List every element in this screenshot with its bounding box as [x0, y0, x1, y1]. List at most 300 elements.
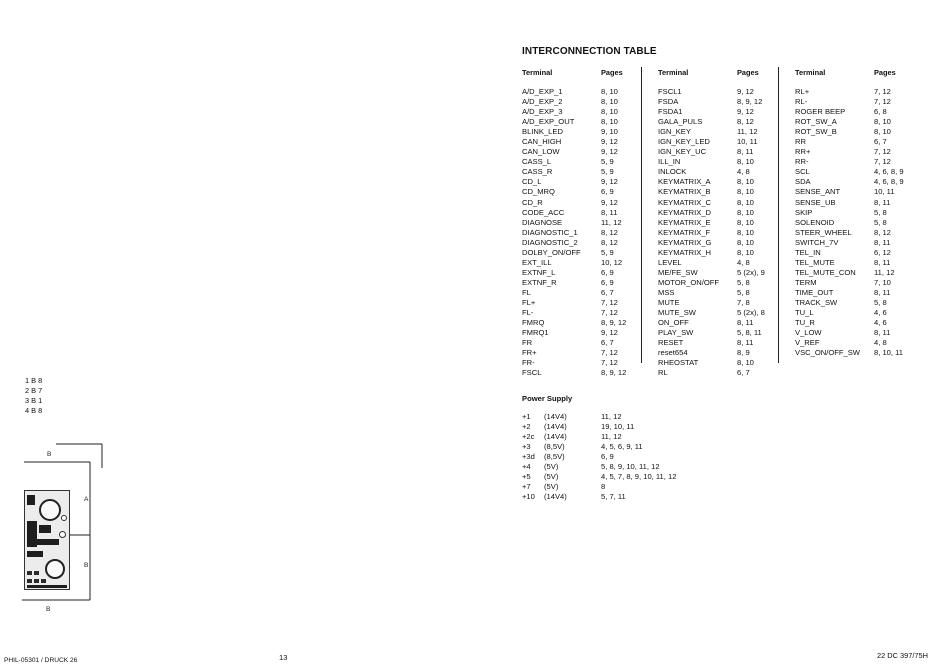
table-row [658, 368, 776, 378]
table-row [522, 198, 640, 208]
terminal-name: FMRQ [522, 318, 545, 328]
terminal-name: KEYMATRIX_C [658, 197, 712, 207]
terminal-name: CD_L [522, 177, 542, 187]
table-row [522, 187, 640, 197]
supply-rail: +1 [522, 412, 531, 421]
supply-rail: +4 [522, 462, 531, 472]
table-row [658, 97, 776, 107]
pages-value: 7, 12 [601, 348, 618, 358]
terminal-name: EXT_ILL [522, 257, 552, 267]
table-row [522, 358, 640, 368]
pages-value: 4, 8 [737, 257, 750, 267]
pages-value: 11, 12 [874, 267, 895, 277]
table-row [795, 308, 935, 318]
terminal-name: A/D_EXP_OUT [522, 117, 575, 127]
pages-value: 7, 12 [874, 87, 891, 96]
table-row [658, 117, 776, 127]
table-row [658, 318, 776, 328]
pages-value: 7, 12 [874, 147, 891, 157]
footer-print-code: PHIL-05301 / DRUCK 26 [4, 657, 78, 664]
terminal-name: STEER_WHEEL [795, 227, 852, 237]
power-supply-row [522, 482, 722, 492]
pages-value: 6, 8 [874, 107, 887, 117]
table-row [795, 187, 935, 197]
footer-page-number: 13 [279, 653, 288, 662]
supply-pages: 6, 9 [601, 452, 614, 462]
terminal-name: RL+ [795, 87, 810, 96]
terminal-name: RR+ [795, 147, 811, 157]
supply-voltage: (8,5V) [544, 452, 565, 462]
power-supply-row [522, 472, 722, 482]
table-row [522, 97, 640, 107]
table-row [795, 97, 935, 107]
terminal-name: TEL_MUTE_CON [795, 267, 856, 277]
supply-pages: 11, 12 [601, 412, 622, 421]
pages-value: 10, 12 [601, 257, 623, 267]
terminal-name: FSDA1 [658, 107, 683, 117]
pages-value: 8, 10 [737, 217, 754, 227]
pages-value: 8, 10 [737, 207, 754, 217]
table-row [522, 278, 640, 288]
terminal-name: SWITCH_7V [795, 237, 839, 247]
pages-value: 9, 12 [601, 197, 618, 207]
column-header-terminal-1: Terminal [522, 68, 553, 77]
table-row [658, 338, 776, 348]
terminal-name: RL [658, 368, 668, 378]
table-row [522, 368, 640, 378]
terminal-name: TIME_OUT [795, 287, 834, 297]
terminal-name: CD_R [522, 197, 543, 207]
pages-value: 8, 10 [737, 197, 754, 207]
column-divider-2 [778, 67, 779, 363]
drawing-label-side-b: B [84, 562, 89, 569]
supply-pages: 4, 5, 7, 8, 9, 10, 11, 12 [601, 472, 677, 482]
table-row [658, 258, 776, 268]
table-row [522, 208, 640, 218]
terminal-name: FSCL [522, 368, 542, 378]
terminal-name: IGN_KEY_LED [658, 137, 710, 147]
column-header-pages-2: Pages [737, 68, 759, 77]
pages-value: 5, 8 [874, 207, 887, 217]
table-row [795, 127, 935, 137]
pages-value: 6, 9 [601, 277, 614, 287]
pages-value: 8, 9, 12 [601, 318, 627, 328]
table-row [795, 218, 935, 228]
drawing-label-side-a: A [84, 496, 89, 503]
terminal-name: FR- [522, 358, 535, 368]
pages-value: 4, 8 [874, 338, 887, 348]
terminal-name: RESET [658, 338, 684, 348]
power-supply-row [522, 492, 722, 502]
table-row [658, 348, 776, 358]
pages-value: 5, 9 [601, 247, 614, 257]
table-row [795, 278, 935, 288]
power-supply-row [522, 422, 722, 432]
supply-rail: +3 [522, 442, 531, 452]
pages-value: 9, 12 [601, 328, 618, 338]
pages-value: 6, 9 [601, 267, 614, 277]
table-row [658, 177, 776, 187]
terminal-name: MOTOR_ON/OFF [658, 277, 720, 287]
terminal-name: TRACK_SW [795, 297, 838, 307]
terminal-name: DIAGNOSTIC_1 [522, 227, 578, 237]
terminal-name: RR [795, 137, 806, 147]
terminal-name: CODE_ACC [522, 207, 565, 217]
pages-value: 6, 9 [601, 187, 614, 197]
table-row [795, 177, 935, 187]
terminal-name: DIAGNOSE [522, 217, 563, 227]
supply-rail: +2c [522, 432, 535, 442]
terminal-name: CAN_HIGH [522, 137, 562, 147]
pages-value: 8, 10 [874, 117, 891, 127]
pages-value: 9, 10 [601, 127, 618, 137]
terminal-name: SCL [795, 167, 810, 177]
table-row [658, 248, 776, 258]
table-row [795, 117, 935, 127]
pages-value: 8, 12 [737, 117, 754, 127]
pages-value: 5, 9 [601, 157, 614, 167]
terminal-name: TU_L [795, 308, 814, 318]
table-row [795, 328, 935, 338]
pages-value: 5, 8, 11 [737, 328, 762, 338]
power-supply-title: Power Supply [522, 394, 573, 403]
terminal-name: CASS_R [522, 167, 553, 177]
pages-value: 7, 10 [874, 277, 891, 287]
pages-value: 6, 7 [601, 287, 614, 297]
pages-value: 8, 10 [601, 87, 618, 96]
table-row [795, 167, 935, 177]
terminal-name: ON_OFF [658, 318, 689, 328]
power-supply-row [522, 462, 722, 472]
supply-pages: 8 [601, 482, 606, 492]
terminal-name: MUTE [658, 297, 680, 307]
pages-value: 7, 12 [601, 308, 618, 318]
terminal-name: SENSE_ANT [795, 187, 841, 197]
pages-value: 8, 10 [601, 107, 618, 117]
power-supply-row [522, 412, 722, 422]
table-row [522, 328, 640, 338]
terminal-name: KEYMATRIX_B [658, 187, 711, 197]
terminal-name: EXTNF_L [522, 267, 556, 277]
terminal-name: TEL_MUTE [795, 257, 835, 267]
table-row [658, 228, 776, 238]
power-supply-row [522, 452, 722, 462]
terminal-name: CD_MRQ [522, 187, 555, 197]
pages-value: 9, 12 [737, 107, 754, 117]
table-row [522, 228, 640, 238]
terminal-name: DOLBY_ON/OFF [522, 247, 581, 257]
terminal-name: TEL_IN [795, 247, 821, 257]
pages-value: 8, 12 [601, 227, 618, 237]
pages-value: 8, 12 [601, 237, 618, 247]
table-row [522, 248, 640, 258]
table-row [795, 338, 935, 348]
terminal-name: FL [522, 287, 531, 297]
drawing-label-top-b: B [47, 451, 52, 458]
terminal-name: reset654 [658, 348, 688, 358]
terminal-name: FR+ [522, 348, 537, 358]
terminal-name: FMRQ1 [522, 328, 549, 338]
table-row [658, 127, 776, 137]
table-row [658, 278, 776, 288]
terminal-name: DIAGNOSTIC_2 [522, 237, 578, 247]
terminal-name: KEYMATRIX_D [658, 207, 712, 217]
table-row [522, 338, 640, 348]
interconnection-table-title: INTERCONNECTION TABLE [522, 46, 657, 57]
interconnection-column-3 [795, 87, 935, 358]
terminal-name: SENSE_UB [795, 197, 836, 207]
table-row [658, 358, 776, 368]
terminal-name: EXTNF_R [522, 277, 557, 287]
pages-value: 11, 12 [601, 217, 622, 227]
pages-value: 4, 8 [737, 167, 750, 177]
legend-line: 2 B 7 [25, 386, 43, 395]
table-row [658, 198, 776, 208]
pages-value: 8, 9, 12 [601, 368, 627, 378]
table-row [795, 137, 935, 147]
pages-value: 7, 12 [874, 97, 891, 107]
table-row [522, 177, 640, 187]
pages-value: 9, 12 [601, 137, 618, 147]
pages-value: 8, 11 [737, 147, 754, 157]
supply-rail: +3d [522, 452, 535, 462]
table-row [522, 298, 640, 308]
table-row [795, 238, 935, 248]
pages-value: 5, 8 [737, 287, 750, 297]
table-row [795, 228, 935, 238]
supply-voltage: (14V4) [544, 412, 567, 421]
terminal-name: MUTE_SW [658, 308, 696, 318]
supply-pages: 5, 8, 9, 10, 11, 12 [601, 462, 660, 472]
supply-voltage: (14V4) [544, 492, 567, 502]
terminal-name: ROT_SW_B [795, 127, 837, 137]
supply-voltage: (14V4) [544, 422, 567, 432]
terminal-name: ILL_IN [658, 157, 681, 167]
table-row [795, 318, 935, 328]
terminal-name: KEYMATRIX_A [658, 177, 711, 187]
pages-value: 11, 12 [737, 127, 758, 137]
supply-voltage: (8,5V) [544, 442, 565, 452]
table-row [795, 157, 935, 167]
terminal-name: INLOCK [658, 167, 687, 177]
terminal-name: FSCL1 [658, 87, 682, 96]
pages-value: 5, 8 [737, 277, 750, 287]
table-row [522, 167, 640, 177]
terminal-name: BLINK_LED [522, 127, 563, 137]
column-header-terminal-3: Terminal [795, 68, 826, 77]
pages-value: 8, 10 [737, 237, 754, 247]
interconnection-column-1 [522, 87, 640, 378]
pages-value: 5, 9 [601, 167, 614, 177]
table-row [795, 147, 935, 157]
pages-value: 8, 11 [737, 338, 754, 348]
footer-document-id: 22 DC 397/75H [877, 651, 928, 660]
pages-value: 8, 11 [874, 197, 891, 207]
table-row [522, 318, 640, 328]
table-row [658, 268, 776, 278]
pages-value: 8, 11 [737, 318, 754, 328]
pages-value: 6, 12 [874, 247, 891, 257]
table-row [658, 157, 776, 167]
table-row [658, 187, 776, 197]
table-row [522, 288, 640, 298]
supply-voltage: (5V) [544, 462, 559, 472]
terminal-name: A/D_EXP_3 [522, 107, 563, 117]
table-row [522, 87, 640, 97]
table-row [658, 298, 776, 308]
pages-value: 10, 11 [874, 187, 895, 197]
table-row [522, 348, 640, 358]
supply-pages: 11, 12 [601, 432, 622, 442]
column-header-pages-1: Pages [601, 68, 623, 77]
pages-value: 7, 8 [737, 297, 750, 307]
column-header-terminal-2: Terminal [658, 68, 689, 77]
table-row [522, 157, 640, 167]
table-row [522, 238, 640, 248]
terminal-name: A/D_EXP_2 [522, 97, 563, 107]
supply-voltage: (5V) [544, 482, 559, 492]
pages-value: 8, 10 [601, 97, 618, 107]
pcb-board-image [24, 490, 70, 590]
pages-value: 5, 8 [874, 297, 887, 307]
pages-value: 8, 10 [601, 117, 618, 127]
pages-value: 6, 7 [737, 368, 750, 378]
terminal-name: VSC_ON/OFF_SW [795, 348, 860, 358]
interconnection-column-2 [658, 87, 776, 378]
table-row [658, 107, 776, 117]
terminal-name: V_REF [795, 338, 820, 348]
terminal-name: FSDA [658, 97, 679, 107]
table-row [658, 288, 776, 298]
terminal-name: KEYMATRIX_H [658, 247, 712, 257]
pages-value: 8, 11 [601, 207, 618, 217]
supply-voltage: (14V4) [544, 432, 567, 442]
supply-pages: 5, 7, 11 [601, 492, 626, 502]
table-row [522, 127, 640, 137]
legend-line: 1 B 8 [25, 376, 43, 385]
pages-value: 7, 12 [601, 297, 618, 307]
pages-value: 4, 6, 8, 9 [874, 177, 904, 187]
pages-value: 8, 11 [874, 237, 891, 247]
table-row [795, 348, 935, 358]
pages-value: 5 (2x), 9 [737, 267, 765, 277]
table-row [522, 268, 640, 278]
terminal-name: PLAY_SW [658, 328, 694, 338]
table-row [795, 107, 935, 117]
terminal-name: TU_R [795, 318, 815, 328]
table-row [522, 258, 640, 268]
pages-value: 8, 10 [737, 227, 754, 237]
table-row [795, 258, 935, 268]
terminal-name: CAN_LOW [522, 147, 560, 157]
table-row [522, 218, 640, 228]
pages-value: 6, 7 [601, 338, 614, 348]
pages-value: 8, 11 [874, 257, 891, 267]
supply-rail: +5 [522, 472, 531, 482]
pages-value: 8, 10 [874, 127, 891, 137]
terminal-name: KEYMATRIX_G [658, 237, 712, 247]
table-row [658, 137, 776, 147]
table-row [522, 308, 640, 318]
table-row [658, 147, 776, 157]
terminal-name: V_LOW [795, 328, 822, 338]
table-row [522, 137, 640, 147]
pages-value: 7, 12 [874, 157, 891, 167]
pages-value: 9, 12 [601, 147, 618, 157]
terminal-name: ROGER BEEP [795, 107, 846, 117]
pages-value: 5, 8 [874, 217, 887, 227]
pages-value: 6, 7 [874, 137, 887, 147]
power-supply-row [522, 432, 722, 442]
table-row [658, 328, 776, 338]
table-row [795, 268, 935, 278]
supply-pages: 19, 10, 11 [601, 422, 635, 432]
terminal-name: SOLENOID [795, 217, 835, 227]
supply-rail: +10 [522, 492, 535, 502]
terminal-name: FL- [522, 308, 534, 318]
pages-value: 8, 10 [737, 187, 754, 197]
terminal-name: CASS_L [522, 157, 552, 167]
terminal-name: A/D_EXP_1 [522, 87, 563, 96]
terminal-name: ROT_SW_A [795, 117, 837, 127]
supply-rail: +2 [522, 422, 531, 432]
terminal-name: IGN_KEY [658, 127, 691, 137]
table-row [658, 308, 776, 318]
power-supply-table [522, 412, 722, 502]
table-row [795, 198, 935, 208]
terminal-name: RHEOSTAT [658, 358, 699, 368]
column-divider-1 [641, 67, 642, 363]
terminal-name: FL+ [522, 297, 536, 307]
pages-value: 10, 11 [737, 137, 758, 147]
table-row [795, 248, 935, 258]
terminal-name: FR [522, 338, 533, 348]
table-row [658, 208, 776, 218]
terminal-name: LEVEL [658, 257, 682, 267]
pages-value: 4, 6, 8, 9 [874, 167, 904, 177]
pages-value: 8, 12 [874, 227, 891, 237]
table-row [795, 298, 935, 308]
drawing-label-bottom-b: B [46, 606, 51, 613]
legend-line: 3 B 1 [25, 396, 43, 405]
pages-value: 9, 12 [601, 177, 618, 187]
table-row [658, 238, 776, 248]
column-header-pages-3: Pages [874, 68, 896, 77]
pages-value: 8, 10 [737, 358, 754, 368]
pages-value: 4, 6 [874, 308, 887, 318]
terminal-name: TERM [795, 277, 817, 287]
pages-value: 8, 10 [737, 247, 754, 257]
pages-value: 8, 9, 12 [737, 97, 763, 107]
supply-pages: 4, 5, 6, 9, 11 [601, 442, 643, 452]
connector-legend [25, 376, 42, 416]
pages-value: 9, 12 [737, 87, 754, 96]
terminal-name: SKIP [795, 207, 813, 217]
table-row [795, 87, 935, 97]
pages-value: 5 (2x), 8 [737, 308, 765, 318]
pages-value: 8, 10, 11 [874, 348, 903, 358]
legend-line: 4 B 8 [25, 406, 43, 415]
terminal-name: KEYMATRIX_E [658, 217, 711, 227]
pages-value: 8, 10 [737, 157, 754, 167]
terminal-name: SDA [795, 177, 811, 187]
pages-value: 8, 9 [737, 348, 750, 358]
supply-voltage: (5V) [544, 472, 559, 482]
terminal-name: GALA_PULS [658, 117, 703, 127]
table-row [522, 107, 640, 117]
terminal-name: ME/FE_SW [658, 267, 698, 277]
table-row [522, 147, 640, 157]
